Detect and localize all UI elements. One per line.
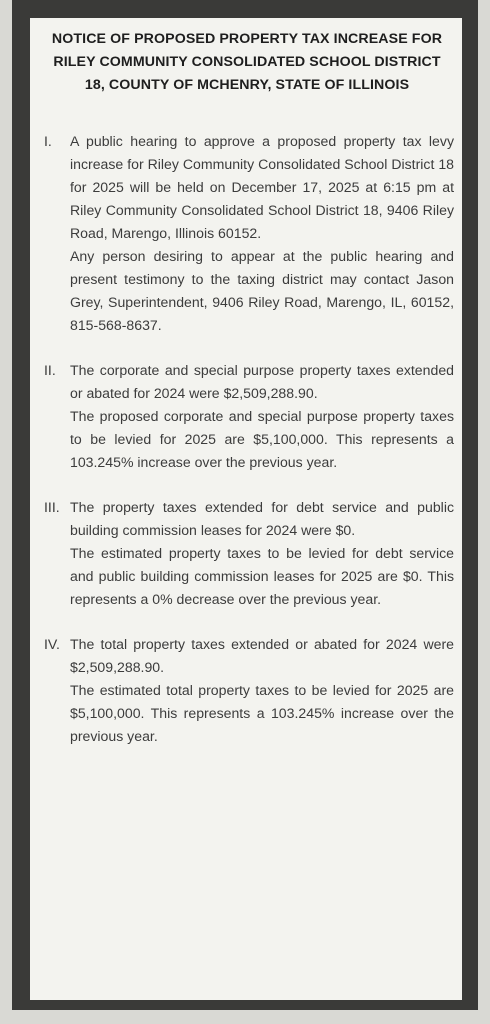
section-numeral: I. — [44, 133, 52, 149]
section-body — [70, 633, 454, 748]
section-paragraph: The estimated property taxes to be levied for debt service and public building commission leases for 2025 are $0. This represents a 0% decrease over the previous year. — [70, 545, 454, 607]
section-body — [70, 359, 454, 474]
section-numeral: III. — [44, 499, 60, 515]
section-paragraph: A public hearing to approve a proposed property tax levy increase for Riley Community Consolidated School District 18 for 2025 will be held on December 17, 2025 at 6:15 pm at Riley Community Consolidated School District 18, 9406 Riley Road, Marengo, Illinois 60152. — [70, 133, 454, 241]
section-body — [70, 496, 454, 611]
section-paragraph: The proposed corporate and special purpose property taxes to be levied for 2025 are $5,100,000. This represents a 103.245% increase over the previous year. — [70, 408, 454, 470]
public-notice — [30, 18, 462, 1000]
notice-section-1 — [40, 130, 454, 337]
notice-title: NOTICE OF PROPOSED PROPERTY TAX INCREASE FOR RILEY COMMUNITY CONSOLIDATED SCHOOL DISTRICT 18, COUNTY OF MCHENRY, STATE OF ILLINOIS — [51, 31, 443, 93]
notice-section-4 — [40, 633, 454, 748]
section-paragraph: Any person desiring to appear at the public hearing and present testimony to the taxing district may contact Jason Grey, Superintendent, 9406 Riley Road, Marengo, IL, 60152, 815-568-8637. — [70, 248, 454, 333]
section-numeral: IV. — [44, 636, 60, 652]
notice-section-3 — [40, 496, 454, 611]
section-numeral: II. — [44, 362, 56, 378]
section-body — [70, 130, 454, 337]
notice-section-2 — [40, 359, 454, 474]
section-paragraph: The property taxes extended for debt service and public building commission leases for 2024 were $0. — [70, 499, 454, 538]
section-paragraph: The estimated total property taxes to be levied for 2025 are $5,100,000. This represents a 103.245% increase over the previous year. — [70, 682, 454, 744]
section-paragraph: The corporate and special purpose property taxes extended or abated for 2024 were $2,509,288.90. — [70, 362, 454, 401]
section-paragraph: The total property taxes extended or abated for 2024 were $2,509,288.90. — [70, 636, 454, 675]
